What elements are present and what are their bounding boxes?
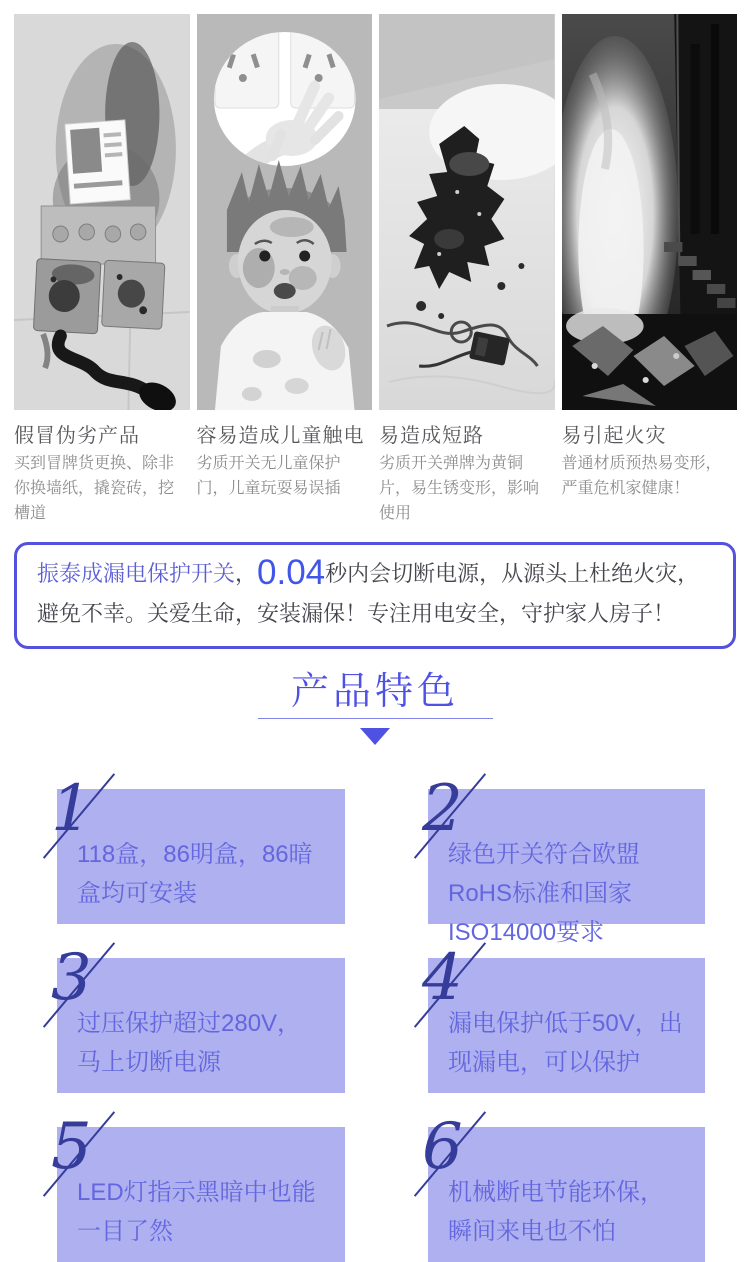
down-triangle-icon — [360, 728, 390, 745]
feature-card-2 — [422, 772, 705, 946]
house-fire-photo — [562, 14, 738, 410]
hazard-desc: 劣质开关弹牌为黄铜片，易生锈变形，影响使用 — [379, 455, 540, 522]
feature-card-4 — [422, 941, 705, 1093]
banner-body: 秒内会切断电源，从源头上杜绝火灾，避免不幸。关爱生命，安装漏保！专注用电安全，守护家人房子！ — [37, 561, 700, 626]
hazard-title: 假冒伪劣产品 — [14, 425, 140, 447]
feature-card-6 — [422, 1110, 705, 1262]
hazard-item-counterfeit — [14, 14, 190, 526]
feature-number: 2 — [422, 772, 463, 846]
feature-card-5 — [51, 1110, 345, 1262]
short-circuit-debris-photo — [379, 14, 555, 410]
feature-card-3 — [51, 941, 345, 1093]
hazard-item-short-circuit — [379, 14, 555, 526]
features-grid — [51, 772, 750, 1262]
feature-text: 漏电保护低于50V，出现漏电，可以保护 — [448, 1010, 683, 1076]
feature-number: 5 — [51, 1110, 92, 1184]
hazard-item-fire — [562, 14, 738, 526]
feature-number: 3 — [51, 941, 92, 1015]
feature-text: 118盒，86明盒，86暗盒均可安装 — [77, 841, 313, 907]
banner-separator: ， — [235, 561, 258, 586]
reaction-time-value: 0.04 — [257, 553, 326, 592]
hazard-title: 易引起火灾 — [561, 425, 667, 447]
hazard-title: 易造成短路 — [379, 425, 484, 447]
hazard-desc: 劣质开关无儿童保护门，儿童玩耍易误插 — [196, 455, 341, 497]
section-title: 产品特色 — [290, 671, 459, 713]
hazard-item-child-shock — [197, 14, 373, 526]
feature-text: 过压保护超过280V，马上切断电源 — [77, 1010, 302, 1076]
burnt-socket-photo — [14, 14, 190, 410]
hazard-section — [0, 0, 750, 526]
safety-banner — [14, 542, 736, 649]
feature-number: 6 — [422, 1110, 463, 1184]
hazard-desc: 普通材质预热易变形，严重危机家健康！ — [561, 455, 722, 497]
hazard-title: 容易造成儿童触电 — [196, 425, 365, 447]
feature-text: 机械断电节能环保，瞬间来电也不怕 — [448, 1179, 664, 1245]
banner-text — [37, 553, 713, 634]
feature-text: LED灯指示黑暗中也能一目了然 — [77, 1179, 316, 1245]
brand-name: 振泰成漏电保护开关 — [37, 561, 236, 586]
feature-number: 1 — [51, 772, 92, 846]
child-electric-shock-photo — [197, 14, 373, 410]
feature-number: 4 — [422, 941, 463, 1015]
hazard-desc: 买到冒牌货更换、除非你换墙纸，撬瓷砖，挖槽道 — [14, 455, 175, 522]
divider-line — [258, 718, 493, 719]
features-header — [0, 671, 750, 745]
feature-card-1 — [51, 772, 345, 924]
feature-text: 绿色开关符合欧盟RoHS标准和国家ISO14000要求 — [448, 841, 640, 946]
